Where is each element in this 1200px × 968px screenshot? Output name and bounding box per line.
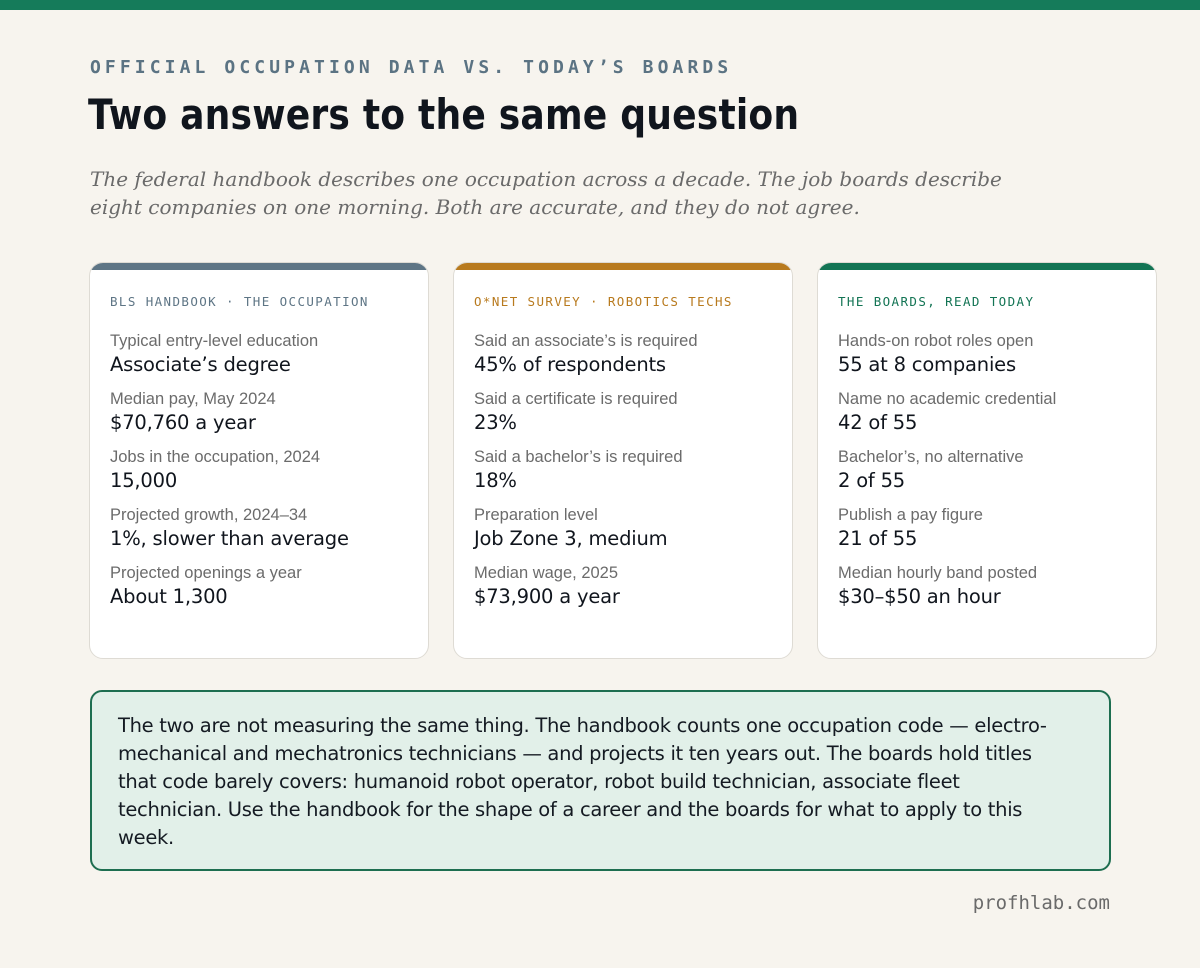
stat-row xyxy=(110,563,349,621)
stat-label: Publish a pay figure xyxy=(838,506,983,524)
stat-row xyxy=(110,389,349,447)
stat-row xyxy=(474,563,698,621)
card-label: BLS HANDBOOK · THE OCCUPATION xyxy=(110,294,369,309)
stat-value: $73,900 a year xyxy=(474,585,620,608)
stat-row xyxy=(838,563,1056,621)
explanation-note xyxy=(90,690,1111,871)
note-text: The two are not measuring the same thing. The handbook counts one occupation code — electro-mechanical and mechatronics technicians — and projects it ten years out. The boards hold titles that code barely covers: humanoid robot operator, robot build technician, associate fleet technician. Use the handbook for the shape of a career and the boards for what to apply to this week. xyxy=(118,714,1047,849)
stat-label: Hands-on robot roles open xyxy=(838,332,1034,350)
stat-value: 15,000 xyxy=(110,469,178,492)
stat-label: Projected growth, 2024–34 xyxy=(110,506,308,524)
stat-value: $30–$50 an hour xyxy=(838,585,1001,608)
stat-row xyxy=(838,505,1056,563)
stat-value: 21 of 55 xyxy=(838,527,918,550)
stat-label: Typical entry-level education xyxy=(110,332,319,350)
stat-row xyxy=(110,447,349,505)
stat-row xyxy=(110,331,349,389)
stat-value: $70,760 a year xyxy=(110,411,256,434)
stat-label: Median pay, May 2024 xyxy=(110,390,276,408)
card-label: O*NET SURVEY · ROBOTICS TECHS xyxy=(474,294,733,309)
stat-row xyxy=(838,331,1056,389)
stat-row xyxy=(838,389,1056,447)
stat-row xyxy=(838,447,1056,505)
top-accent-bar xyxy=(0,0,1200,10)
stat-value: 23% xyxy=(474,411,517,434)
stat-value: 18% xyxy=(474,469,517,492)
stat-row xyxy=(110,505,349,563)
stat-row xyxy=(474,331,698,389)
card-accent-bar xyxy=(454,263,792,270)
stat-label: Said a bachelor’s is required xyxy=(474,448,683,466)
stat-label: Preparation level xyxy=(474,506,598,524)
kicker: OFFICIAL OCCUPATION DATA VS. TODAY’S BOARDS xyxy=(90,57,733,78)
stat-label: Said an associate’s is required xyxy=(474,332,698,350)
page-subtitle: The federal handbook describes one occupation across a decade. The job boards describe eight companies on one morning. Both are accurate, and they do not agree. xyxy=(90,167,1002,219)
card-accent-bar xyxy=(90,263,428,270)
card-rows xyxy=(110,331,349,621)
stat-value: 45% of respondents xyxy=(474,353,666,376)
stat-label: Projected openings a year xyxy=(110,564,302,582)
card-rows xyxy=(838,331,1056,621)
card-rows xyxy=(474,331,698,621)
stat-value: 55 at 8 companies xyxy=(838,353,1016,376)
stat-value: 42 of 55 xyxy=(838,411,918,434)
stat-value: Job Zone 3, medium xyxy=(474,527,668,550)
stat-value: Associate’s degree xyxy=(110,353,291,376)
page-title: Two answers to the same question xyxy=(88,90,800,139)
card-onet-survey xyxy=(453,262,793,659)
stat-value: 2 of 55 xyxy=(838,469,906,492)
stat-row xyxy=(474,389,698,447)
stat-row xyxy=(474,505,698,563)
stat-label: Jobs in the occupation, 2024 xyxy=(110,448,321,466)
stat-label: Name no academic credential xyxy=(838,390,1057,408)
card-bls-handbook xyxy=(89,262,429,659)
stat-label: Bachelor’s, no alternative xyxy=(838,448,1024,466)
stat-label: Median hourly band posted xyxy=(838,564,1038,582)
stat-value: 1%, slower than average xyxy=(110,527,349,550)
stat-label: Median wage, 2025 xyxy=(474,564,619,582)
stat-label: Said a certificate is required xyxy=(474,390,678,408)
stat-row xyxy=(474,447,698,505)
stat-value: About 1,300 xyxy=(110,585,228,608)
site-credit: profhlab.com xyxy=(972,892,1110,914)
card-label: THE BOARDS, READ TODAY xyxy=(838,294,1035,309)
card-job-boards xyxy=(817,262,1157,659)
card-accent-bar xyxy=(818,263,1156,270)
